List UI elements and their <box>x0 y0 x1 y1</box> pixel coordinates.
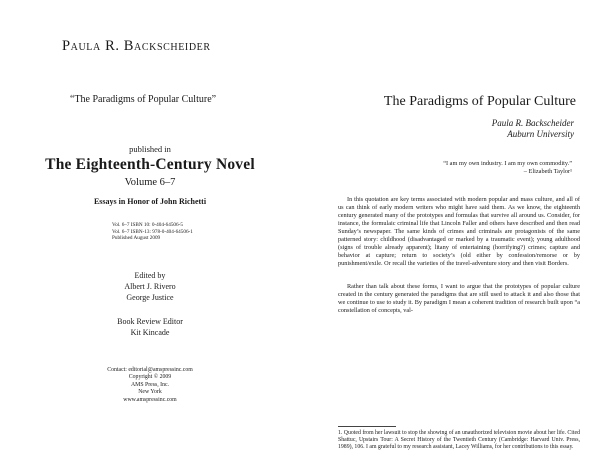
footnote: 1. Quoted from her lawsuit to stop the showing of an unauthorized television movie about her life. Cited Shattuc, Upstairs Tour: A Secret History of the Twentieth Century (Cambridge: Harvard Univ. Press, 1989), 106. I am grateful to my research assistant, Lacey Williams, for her contributions to this essay. <box>338 430 580 451</box>
article-title: “The Paradigms of Popular Culture” <box>70 94 217 105</box>
review-editor-name: Kit Kincade <box>130 328 170 337</box>
author-name: Paula R. Backscheider <box>62 38 211 54</box>
editor-name: Albert J. Rivero <box>124 282 176 291</box>
byline-name: Paula R. Backscheider <box>491 118 574 128</box>
byline-affiliation: Auburn University <box>507 129 574 139</box>
footnote-divider <box>338 426 396 427</box>
essays-subtitle: Essays in Honor of John Richetti <box>93 197 207 206</box>
byline <box>492 118 574 140</box>
publication-info <box>112 222 193 242</box>
contact-email: Contact: editorial@amspressinc.com <box>107 367 193 373</box>
volume-label: Volume 6–7 <box>124 177 176 188</box>
publish-date: Published August 2009 <box>112 235 161 242</box>
published-in-label: published in <box>129 144 171 154</box>
epigraph-attribution: – Elizabeth Taylor¹ <box>523 168 572 175</box>
publisher-city: New York <box>138 389 162 396</box>
review-editor-block <box>0 316 300 338</box>
body-paragraph: Rather than talk about these forms, I want to argue that the prototypes of popular culture created in the century generated the paradigms that are still used to attack it and also those that we continue to use to study it. By paradigm I mean a coherent tradition of research built upon “a constellation of concepts, val- <box>338 283 580 315</box>
chapter-title: The Paradigms of Popular Culture <box>383 94 576 109</box>
isbn-10: Vol. 6–7 ISBN 10: 0-404-64506-5 <box>112 222 183 228</box>
copyright-line: Copyright © 2009 <box>128 374 172 381</box>
body-paragraph: In this quotation are key terms associated with modern popular and mass culture, and all of us can think of early modern writers who might have said them. As we know, the eighteenth century generated many of the prototypes and formulas that survive all around us. Consider, for instance, the formulaic criminal life that Lincoln Faller and others have described and then read Sunday’s newspaper. The same kinds of crimes and criminals are protagonists of the same patterned story: childhood (disadvantaged or marked by a traumatic event); young adulthood (signs of trouble already apparent); litany of entertaining (horrifying?) crimes; capture and behavior at capture; return to society’s (old either by confession/remorse or by punishment/exile. Or recall the varieties of the travel-adventure story and then visit Borders. <box>338 196 580 268</box>
edited-by-label: Edited by <box>134 271 166 280</box>
isbn-13: Vol. 6–7 ISBN-13: 978-0-404-64506-1 <box>112 228 193 235</box>
contact-block <box>0 367 300 404</box>
epigraph-quote: “I am my own industry. I am my own commodity.” <box>443 160 572 167</box>
publisher-url: www.amspressinc.com <box>123 396 177 403</box>
publisher-name: AMS Press, Inc. <box>130 381 169 388</box>
right-page <box>300 0 600 464</box>
editors-block <box>0 270 300 303</box>
review-editor-label: Book Review Editor <box>117 317 183 326</box>
editor-name: George Justice <box>126 293 174 302</box>
journal-title: The Eighteenth-Century Novel <box>45 156 255 173</box>
epigraph <box>382 160 572 176</box>
